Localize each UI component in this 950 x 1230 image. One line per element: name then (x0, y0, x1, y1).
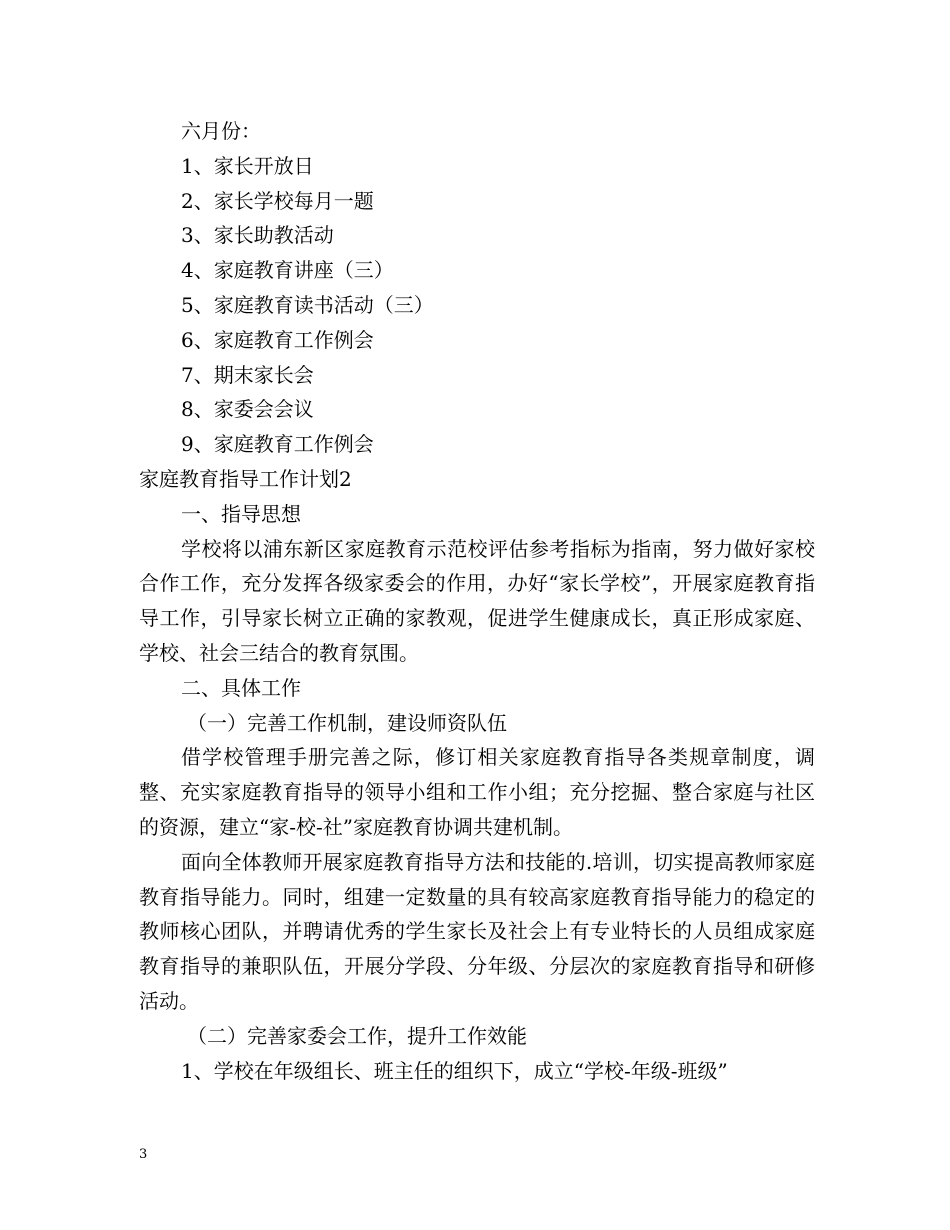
plan-title: 家庭教育指导工作计划2 (139, 466, 352, 491)
june-item-7: 7、期末家长会 (181, 362, 314, 387)
paragraph-mechanism-2: 面向全体教师开展家庭教育指导方法和技能的.培训，切实提高教师家庭教育指导能力。同时，组建一定数量的具有较高家庭教育指导能力的稳定的教师核心团队，并聘请优秀的学生家长及社会上有专业特长的人员组成家庭教育指导的兼职队伍，开展分学段、分年级、分层次的家庭教育指导和研修活动。 (139, 849, 815, 1013)
june-item-8: 8、家委会会议 (181, 397, 314, 422)
document-body (139, 114, 815, 1088)
committee-item-1: 1、学校在年级组长、班主任的组织下，成立“学校-年级-班级” (181, 1058, 728, 1083)
subsection-heading-committee: （二）完善家委会工作，提升工作效能 (187, 1023, 527, 1048)
june-item-4: 4、家庭教育讲座（三） (181, 258, 394, 283)
paragraph-mechanism-1: 借学校管理手册完善之际，修订相关家庭教育指导各类规章制度，调整、充实家庭教育指导的领导小组和工作小组；充分挖掘、整合家庭与社区的资源，建立“家-校-社”家庭教育协调共建机制。 (139, 745, 815, 839)
june-item-9: 9、家庭教育工作例会 (181, 432, 374, 457)
june-item-5: 5、家庭教育读书活动（三） (181, 292, 434, 317)
page-number: 3 (139, 1147, 148, 1162)
subsection-heading-mechanism: （一）完善工作机制，建设师资队伍 (187, 710, 507, 735)
section-heading-specific-work: 二、具体工作 (181, 675, 301, 700)
june-item-6: 6、家庭教育工作例会 (181, 327, 374, 352)
paragraph-guiding-ideology: 学校将以浦东新区家庭教育示范校评估参考指标为指南，努力做好家校合作工作，充分发挥各级家委会的作用，办好“家长学校”，开展家庭教育指导工作，引导家长树立正确的家教观，促进学生健康成长，真正形成家庭、学校、社会三结合的教育氛围。 (139, 536, 815, 665)
june-heading: 六月份： (181, 119, 261, 143)
june-item-2: 2、家长学校每月一题 (181, 188, 374, 213)
section-heading-guiding-ideology: 一、指导思想 (181, 501, 301, 526)
june-item-1: 1、家长开放日 (181, 153, 314, 178)
june-item-3: 3、家长助教活动 (181, 223, 334, 248)
